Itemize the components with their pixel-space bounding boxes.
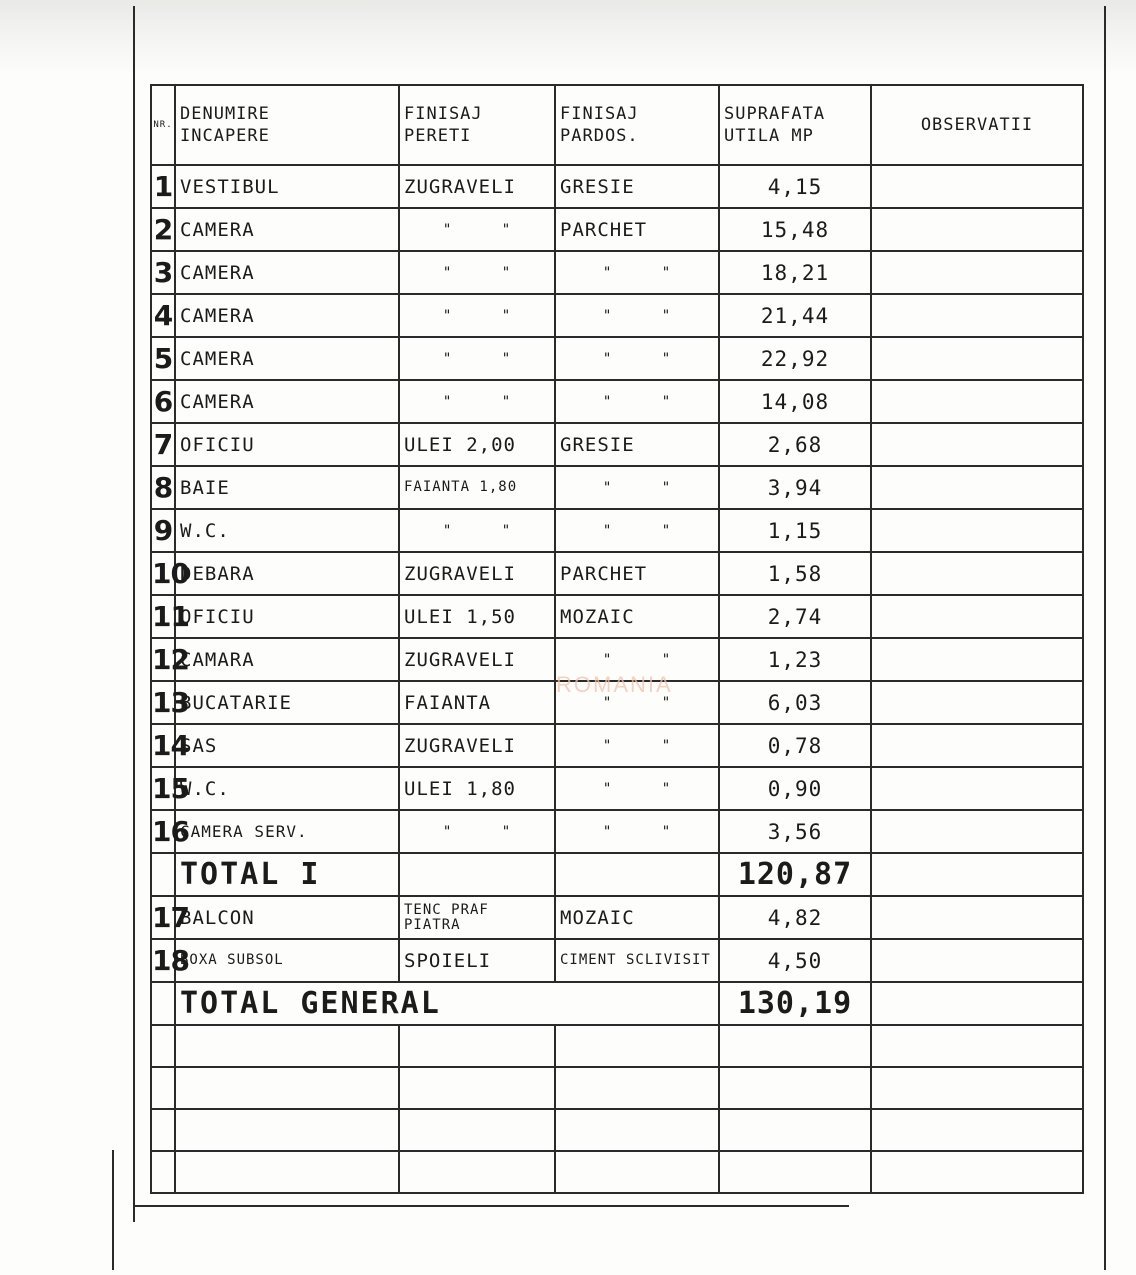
wall-finish: " " <box>399 810 555 853</box>
room-name: CAMERA <box>175 294 399 337</box>
row-nr: 17 <box>151 896 175 939</box>
blank-cell <box>719 1151 871 1193</box>
total-label: TOTAL I <box>175 853 399 896</box>
observations <box>871 294 1083 337</box>
observations <box>871 982 1083 1025</box>
header-floor-finish <box>555 85 719 165</box>
left-border-line <box>133 6 135 1222</box>
floor-finish: GRESIE <box>555 423 719 466</box>
useful-area: 15,48 <box>719 208 871 251</box>
floor-finish: " " <box>555 767 719 810</box>
wall-finish: " " <box>399 208 555 251</box>
blank-cell <box>175 1067 399 1109</box>
floor-finish: " " <box>555 380 719 423</box>
total-general-label: TOTAL GENERAL <box>175 982 719 1025</box>
row-nr: 1 <box>151 165 175 208</box>
room-name: BALCON <box>175 896 399 939</box>
row-nr: 16 <box>151 810 175 853</box>
row-nr: 9 <box>151 509 175 552</box>
room-name: SAS <box>175 724 399 767</box>
table-row <box>151 337 1083 380</box>
room-name: CAMARA <box>175 638 399 681</box>
floor-finish: " " <box>555 681 719 724</box>
observations <box>871 380 1083 423</box>
blank-cell <box>151 1109 175 1151</box>
floor-finish: " " <box>555 251 719 294</box>
bottom-rule <box>133 1205 849 1207</box>
room-name: W.C. <box>175 767 399 810</box>
floor-finish: CIMENT SCLIVISIT <box>555 939 719 982</box>
observations <box>871 810 1083 853</box>
useful-area: 18,21 <box>719 251 871 294</box>
observations <box>871 595 1083 638</box>
wall-finish: ZUGRAVELI <box>399 638 555 681</box>
useful-area: 4,82 <box>719 896 871 939</box>
total-general-area: 130,19 <box>719 982 871 1025</box>
table-row <box>151 294 1083 337</box>
wall-finish: " " <box>399 251 555 294</box>
table-row <box>151 767 1083 810</box>
useful-area: 4,50 <box>719 939 871 982</box>
observations <box>871 423 1083 466</box>
floor-finish <box>555 853 719 896</box>
wall-finish: " " <box>399 380 555 423</box>
room-name: OFICIU <box>175 595 399 638</box>
table-row <box>151 380 1083 423</box>
floor-finish: " " <box>555 294 719 337</box>
blank-cell <box>555 1025 719 1067</box>
rooms-table <box>150 84 1084 1194</box>
blank-cell <box>871 1151 1083 1193</box>
table-row <box>151 466 1083 509</box>
observations <box>871 208 1083 251</box>
blank-cell <box>555 1151 719 1193</box>
room-name: BAIE <box>175 466 399 509</box>
blank-row <box>151 1109 1083 1151</box>
blank-cell <box>555 1109 719 1151</box>
useful-area: 0,90 <box>719 767 871 810</box>
table-row <box>151 724 1083 767</box>
wall-finish: ULEI 1,50 <box>399 595 555 638</box>
header-room-name-text: DENUMIRE INCAPERE <box>180 104 270 146</box>
useful-area: 1,58 <box>719 552 871 595</box>
room-name: DEBARA <box>175 552 399 595</box>
header-nr: NR. <box>151 85 175 165</box>
useful-area: 21,44 <box>719 294 871 337</box>
blank-cell <box>719 1067 871 1109</box>
row-nr: 18 <box>151 939 175 982</box>
observations <box>871 681 1083 724</box>
header-useful-area <box>719 85 871 165</box>
useful-area: 22,92 <box>719 337 871 380</box>
total-row <box>151 853 1083 896</box>
blank-cell <box>175 1109 399 1151</box>
blank-cell <box>871 1109 1083 1151</box>
total-area: 120,87 <box>719 853 871 896</box>
useful-area: 6,03 <box>719 681 871 724</box>
table-row <box>151 165 1083 208</box>
row-nr: 10 <box>151 552 175 595</box>
blank-cell <box>151 1025 175 1067</box>
useful-area: 1,15 <box>719 509 871 552</box>
row-nr: 15 <box>151 767 175 810</box>
row-nr: 5 <box>151 337 175 380</box>
floor-finish: " " <box>555 724 719 767</box>
right-border-line <box>1104 6 1106 1270</box>
wall-finish: " " <box>399 337 555 380</box>
row-nr <box>151 982 175 1025</box>
floor-finish: " " <box>555 638 719 681</box>
wall-finish: SPOIELI <box>399 939 555 982</box>
floor-finish: PARCHET <box>555 552 719 595</box>
blank-cell <box>151 1151 175 1193</box>
row-nr: 8 <box>151 466 175 509</box>
blank-cell <box>871 1025 1083 1067</box>
observations <box>871 251 1083 294</box>
room-name: W.C. <box>175 509 399 552</box>
blank-cell <box>719 1025 871 1067</box>
observations <box>871 853 1083 896</box>
wall-finish: FAIANTA 1,80 <box>399 466 555 509</box>
floor-finish: MOZAIC <box>555 595 719 638</box>
total-general-row <box>151 982 1083 1025</box>
observations <box>871 724 1083 767</box>
row-nr: 2 <box>151 208 175 251</box>
table-row <box>151 810 1083 853</box>
floor-finish: " " <box>555 509 719 552</box>
blank-cell <box>399 1151 555 1193</box>
room-name: CAMERA <box>175 380 399 423</box>
row-nr <box>151 853 175 896</box>
blank-cell <box>175 1025 399 1067</box>
room-name: CAMERA <box>175 337 399 380</box>
floor-finish: GRESIE <box>555 165 719 208</box>
useful-area: 1,23 <box>719 638 871 681</box>
room-name: CAMERA SERV. <box>175 810 399 853</box>
useful-area: 2,74 <box>719 595 871 638</box>
observations <box>871 509 1083 552</box>
room-name: BUCATARIE <box>175 681 399 724</box>
table-row <box>151 423 1083 466</box>
table-row <box>151 896 1083 939</box>
room-name: BOXA SUBSOL <box>175 939 399 982</box>
blank-cell <box>399 1067 555 1109</box>
floor-finish: " " <box>555 337 719 380</box>
blank-cell <box>555 1067 719 1109</box>
table-row <box>151 509 1083 552</box>
observations <box>871 337 1083 380</box>
row-nr: 13 <box>151 681 175 724</box>
far-left-border-line <box>112 1150 114 1270</box>
row-nr: 12 <box>151 638 175 681</box>
table-row <box>151 595 1083 638</box>
blank-row <box>151 1151 1083 1193</box>
wall-finish: " " <box>399 294 555 337</box>
blank-cell <box>719 1109 871 1151</box>
scan-shadow <box>0 0 1136 72</box>
observations <box>871 638 1083 681</box>
wall-finish: ULEI 2,00 <box>399 423 555 466</box>
floor-finish: PARCHET <box>555 208 719 251</box>
blank-cell <box>151 1067 175 1109</box>
useful-area: 2,68 <box>719 423 871 466</box>
floor-finish: " " <box>555 466 719 509</box>
useful-area: 14,08 <box>719 380 871 423</box>
row-nr: 4 <box>151 294 175 337</box>
floor-finish: " " <box>555 810 719 853</box>
blank-cell <box>399 1109 555 1151</box>
header-floor-finish-text: FINISAJ PARDOS. <box>560 104 639 146</box>
wall-finish <box>399 853 555 896</box>
table-row <box>151 939 1083 982</box>
watermark-text: ROMANIA <box>556 672 673 697</box>
room-name: OFICIU <box>175 423 399 466</box>
observations <box>871 767 1083 810</box>
blank-row <box>151 1025 1083 1067</box>
table-row <box>151 208 1083 251</box>
table-row <box>151 552 1083 595</box>
header-wall-finish-text: FINISAJ PERETI <box>404 104 483 146</box>
wall-finish: FAIANTA <box>399 681 555 724</box>
row-nr: 11 <box>151 595 175 638</box>
blank-cell <box>175 1151 399 1193</box>
table-header-row <box>151 85 1083 165</box>
floor-finish: MOZAIC <box>555 896 719 939</box>
wall-finish: TENC PRAF PIATRA <box>399 896 555 939</box>
useful-area: 3,94 <box>719 466 871 509</box>
wall-finish: ZUGRAVELI <box>399 552 555 595</box>
observations <box>871 939 1083 982</box>
wall-finish: ULEI 1,80 <box>399 767 555 810</box>
wall-finish: " " <box>399 509 555 552</box>
row-nr: 7 <box>151 423 175 466</box>
wall-finish: ZUGRAVELI <box>399 165 555 208</box>
useful-area: 4,15 <box>719 165 871 208</box>
observations <box>871 896 1083 939</box>
room-name: VESTIBUL <box>175 165 399 208</box>
blank-row <box>151 1067 1083 1109</box>
useful-area: 0,78 <box>719 724 871 767</box>
header-wall-finish <box>399 85 555 165</box>
observations <box>871 165 1083 208</box>
blank-cell <box>399 1025 555 1067</box>
row-nr: 14 <box>151 724 175 767</box>
header-observations: OBSERVATII <box>871 85 1083 165</box>
blank-cell <box>871 1067 1083 1109</box>
observations <box>871 552 1083 595</box>
useful-area: 3,56 <box>719 810 871 853</box>
row-nr: 3 <box>151 251 175 294</box>
room-name: CAMERA <box>175 251 399 294</box>
table-row <box>151 251 1083 294</box>
observations <box>871 466 1083 509</box>
header-useful-area-text: SUPRAFATA UTILA MP <box>724 104 826 146</box>
row-nr: 6 <box>151 380 175 423</box>
room-name: CAMERA <box>175 208 399 251</box>
header-room-name <box>175 85 399 165</box>
wall-finish: ZUGRAVELI <box>399 724 555 767</box>
